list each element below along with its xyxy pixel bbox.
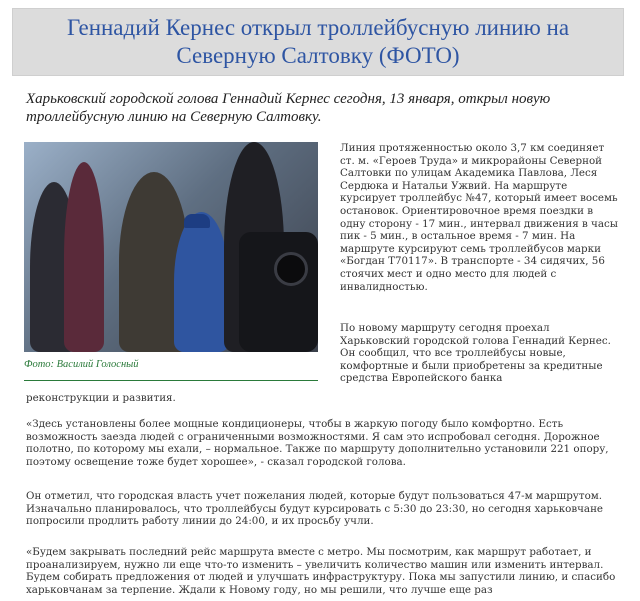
article-quote: «Здесь установлены более мощные кондиционеры, чтобы в жаркую погоду было комфортно. Есть возможность заезда людей с ограниченными возможностями. Я сам это испробовал сегодня. Дорожное полотно, по которому мы ехали, – нормальное. Также по маршруту дополнительно установили 221 опору, поэтому освещение тоже будет хорошее», - сказал городской голова. <box>26 418 609 468</box>
caption-divider <box>24 380 318 381</box>
article-lead: Харьковский городской голова Геннадий Кернес сегодня, 13 января, открыл новую троллейбусную линию на Северную Салтовку. <box>26 91 551 125</box>
article-quote: «Будем закрывать последний рейс маршрута вместе с метро. Мы посмотрим, как маршрут работает, и проанализируем, нужно ли еще что-то изменить – увеличить количество машин или изменить интервал. Будем собирать предложения от людей и улучшать инфраструктуру. Пока мы запустили линию, и спасибо харьковчанам за терпение. Ждали к Новому году, но мы решили, что лучше еще раз <box>26 546 616 596</box>
article-header <box>12 8 624 76</box>
article-photo[interactable] <box>24 142 318 352</box>
article-title: Геннадий Кернес открыл троллейбусную линию на Северную Салтовку (ФОТО) <box>66 15 570 68</box>
article-paragraph-continuation: реконструкции и развития. <box>26 392 176 404</box>
article-paragraph: По новому маршруту сегодня проехал Харьковский городской голова Геннадий Кернес. Он сообщил, что все троллейбусы новые, комфортные и были приобретены за кредитные средства Европейского банка <box>340 322 611 385</box>
photo-block <box>24 142 318 381</box>
article-paragraph: Он отметил, что городская власть учет пожелания людей, которые будут пользоваться 47-м маршрутом. Изначально планировалось, что троллейбусы будут курсировать с 5:30 до 23:30, но сегодня харьковчане попросили продлить работу линии до 24:00, и их просьбу учли. <box>26 490 604 528</box>
photo-caption: Фото: Василий Голосный <box>24 359 139 370</box>
article-paragraph: Линия протяженностью около 3,7 км соединяет ст. м. «Героев Труда» и микрорайоны Северной Салтовки по улицам Академика Павлова, Леся Сердюка и Натальи Ужвий. На маршруте курсирует троллейбус №47, который имеет восемь остановок. Ориентировочное время поездки в одну сторону - 17 мин., интервал движения в часы пик - 5 мин., в остальное время - 7 мин. На маршруте курсируют семь троллейбусов марки «Богдан Т70117». В транспорте - 34 сидячих, 56 стоячих мест и одно место для людей с инвалидностью. <box>340 142 618 293</box>
